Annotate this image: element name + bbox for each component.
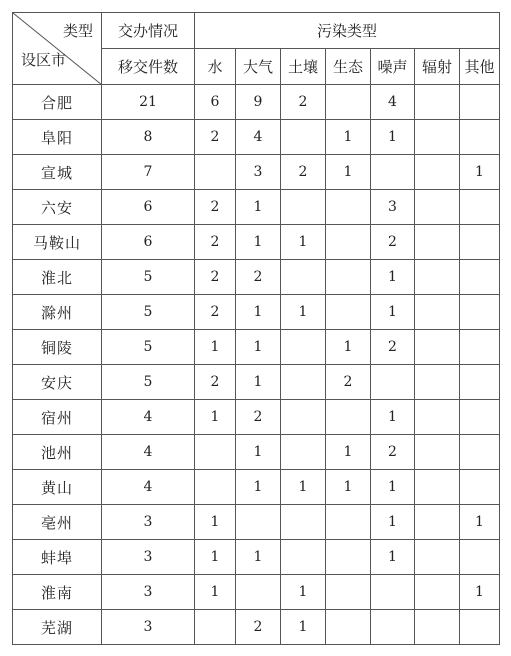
water-cell: 2: [195, 295, 236, 330]
table-row: [13, 435, 500, 470]
ecology-cell: [326, 575, 371, 610]
type-header-radiation: 辐射: [415, 49, 460, 85]
other-cell: [460, 435, 500, 470]
city-cell: 阜阳: [13, 120, 102, 155]
water-cell: [195, 610, 236, 645]
radiation-cell: [415, 85, 460, 120]
water-cell: 1: [195, 575, 236, 610]
noise-cell: 2: [371, 435, 415, 470]
noise-cell: 1: [371, 470, 415, 505]
noise-cell: [371, 575, 415, 610]
air-cell: 1: [236, 435, 281, 470]
city-cell: 铜陵: [13, 330, 102, 365]
soil-cell: [281, 435, 326, 470]
soil-cell: [281, 330, 326, 365]
radiation-cell: [415, 190, 460, 225]
count-cell: 3: [102, 610, 195, 645]
air-cell: [236, 575, 281, 610]
radiation-cell: [415, 225, 460, 260]
soil-cell: [281, 190, 326, 225]
air-cell: 1: [236, 470, 281, 505]
other-cell: 1: [460, 575, 500, 610]
table-row: [13, 505, 500, 540]
table-row: [13, 190, 500, 225]
air-cell: 1: [236, 225, 281, 260]
soil-cell: 1: [281, 295, 326, 330]
other-cell: 1: [460, 505, 500, 540]
air-cell: 2: [236, 610, 281, 645]
city-cell: 合肥: [13, 85, 102, 120]
count-cell: 3: [102, 505, 195, 540]
count-cell: 4: [102, 400, 195, 435]
count-cell: 7: [102, 155, 195, 190]
noise-cell: [371, 365, 415, 400]
water-cell: 1: [195, 540, 236, 575]
other-cell: [460, 120, 500, 155]
soil-cell: 1: [281, 470, 326, 505]
handover-situation-header: 交办情况: [102, 13, 195, 49]
soil-cell: [281, 505, 326, 540]
table-row: [13, 120, 500, 155]
ecology-cell: 1: [326, 470, 371, 505]
count-cell: 21: [102, 85, 195, 120]
noise-cell: 1: [371, 400, 415, 435]
soil-cell: [281, 400, 326, 435]
table-row: [13, 610, 500, 645]
water-cell: 6: [195, 85, 236, 120]
radiation-cell: [415, 295, 460, 330]
table-row: [13, 575, 500, 610]
soil-cell: [281, 120, 326, 155]
other-cell: [460, 470, 500, 505]
radiation-cell: [415, 120, 460, 155]
noise-cell: 1: [371, 505, 415, 540]
soil-cell: 1: [281, 610, 326, 645]
table-row: [13, 260, 500, 295]
table-row: [13, 225, 500, 260]
water-cell: 2: [195, 120, 236, 155]
water-cell: 2: [195, 260, 236, 295]
corner-header-cell: [13, 13, 102, 85]
other-cell: [460, 85, 500, 120]
noise-cell: [371, 155, 415, 190]
ecology-cell: [326, 505, 371, 540]
count-cell: 4: [102, 435, 195, 470]
water-cell: 2: [195, 365, 236, 400]
type-header-ecology: 生态: [326, 49, 371, 85]
city-cell: 马鞍山: [13, 225, 102, 260]
ecology-cell: 1: [326, 120, 371, 155]
water-cell: 1: [195, 505, 236, 540]
ecology-cell: [326, 400, 371, 435]
table-row: [13, 155, 500, 190]
table-row: [13, 330, 500, 365]
table-row: [13, 540, 500, 575]
table-row: [13, 365, 500, 400]
city-cell: 芜湖: [13, 610, 102, 645]
radiation-cell: [415, 435, 460, 470]
radiation-cell: [415, 260, 460, 295]
ecology-cell: [326, 610, 371, 645]
ecology-cell: [326, 260, 371, 295]
water-cell: [195, 155, 236, 190]
table-row: [13, 295, 500, 330]
radiation-cell: [415, 470, 460, 505]
table-body: [13, 85, 500, 645]
handover-count-header: 移交件数: [102, 49, 195, 85]
ecology-cell: 1: [326, 330, 371, 365]
water-cell: 1: [195, 330, 236, 365]
air-cell: 2: [236, 260, 281, 295]
city-cell: 淮南: [13, 575, 102, 610]
air-cell: 4: [236, 120, 281, 155]
ecology-cell: [326, 295, 371, 330]
table-row: [13, 85, 500, 120]
city-cell: 亳州: [13, 505, 102, 540]
other-cell: [460, 330, 500, 365]
air-cell: 1: [236, 295, 281, 330]
pollution-types-header: 污染类型: [195, 13, 500, 49]
air-cell: 9: [236, 85, 281, 120]
type-header-air: 大气: [236, 49, 281, 85]
other-cell: [460, 225, 500, 260]
noise-cell: 4: [371, 85, 415, 120]
count-cell: 5: [102, 330, 195, 365]
noise-cell: [371, 610, 415, 645]
city-cell: 滁州: [13, 295, 102, 330]
count-cell: 3: [102, 540, 195, 575]
table-row: [13, 470, 500, 505]
city-cell: 安庆: [13, 365, 102, 400]
soil-cell: 1: [281, 225, 326, 260]
noise-cell: 3: [371, 190, 415, 225]
pollution-handover-table: [12, 12, 500, 645]
soil-cell: [281, 260, 326, 295]
air-cell: 2: [236, 400, 281, 435]
count-cell: 6: [102, 225, 195, 260]
count-cell: 5: [102, 365, 195, 400]
noise-cell: 2: [371, 225, 415, 260]
corner-type-label: 类型: [62, 22, 93, 40]
water-cell: 2: [195, 225, 236, 260]
noise-cell: 1: [371, 295, 415, 330]
other-cell: [460, 610, 500, 645]
radiation-cell: [415, 575, 460, 610]
table-row: [13, 400, 500, 435]
type-header-other: 其他: [460, 49, 500, 85]
ecology-cell: [326, 225, 371, 260]
count-cell: 4: [102, 470, 195, 505]
count-cell: 3: [102, 575, 195, 610]
radiation-cell: [415, 330, 460, 365]
soil-cell: [281, 365, 326, 400]
water-cell: [195, 470, 236, 505]
city-cell: 池州: [13, 435, 102, 470]
other-cell: [460, 260, 500, 295]
radiation-cell: [415, 505, 460, 540]
city-cell: 淮北: [13, 260, 102, 295]
noise-cell: 2: [371, 330, 415, 365]
air-cell: 3: [236, 155, 281, 190]
radiation-cell: [415, 400, 460, 435]
ecology-cell: 1: [326, 435, 371, 470]
water-cell: 1: [195, 400, 236, 435]
type-header-water: 水: [195, 49, 236, 85]
other-cell: [460, 295, 500, 330]
air-cell: 1: [236, 190, 281, 225]
count-cell: 5: [102, 295, 195, 330]
radiation-cell: [415, 365, 460, 400]
soil-cell: 1: [281, 575, 326, 610]
city-cell: 黄山: [13, 470, 102, 505]
other-cell: [460, 365, 500, 400]
corner-city-label: 设区市: [21, 51, 67, 69]
noise-cell: 1: [371, 120, 415, 155]
other-cell: [460, 190, 500, 225]
ecology-cell: 1: [326, 155, 371, 190]
radiation-cell: [415, 155, 460, 190]
air-cell: 1: [236, 330, 281, 365]
other-cell: 1: [460, 155, 500, 190]
noise-cell: 1: [371, 540, 415, 575]
soil-cell: [281, 540, 326, 575]
city-cell: 蚌埠: [13, 540, 102, 575]
city-cell: 宣城: [13, 155, 102, 190]
soil-cell: 2: [281, 155, 326, 190]
ecology-cell: 2: [326, 365, 371, 400]
water-cell: [195, 435, 236, 470]
air-cell: 1: [236, 540, 281, 575]
ecology-cell: [326, 190, 371, 225]
type-header-soil: 土壤: [281, 49, 326, 85]
water-cell: 2: [195, 190, 236, 225]
ecology-cell: [326, 540, 371, 575]
city-cell: 六安: [13, 190, 102, 225]
other-cell: [460, 400, 500, 435]
count-cell: 5: [102, 260, 195, 295]
noise-cell: 1: [371, 260, 415, 295]
radiation-cell: [415, 540, 460, 575]
type-header-noise: 噪声: [371, 49, 415, 85]
other-cell: [460, 540, 500, 575]
count-cell: 6: [102, 190, 195, 225]
air-cell: [236, 505, 281, 540]
air-cell: 1: [236, 365, 281, 400]
ecology-cell: [326, 85, 371, 120]
soil-cell: 2: [281, 85, 326, 120]
count-cell: 8: [102, 120, 195, 155]
city-cell: 宿州: [13, 400, 102, 435]
radiation-cell: [415, 610, 460, 645]
